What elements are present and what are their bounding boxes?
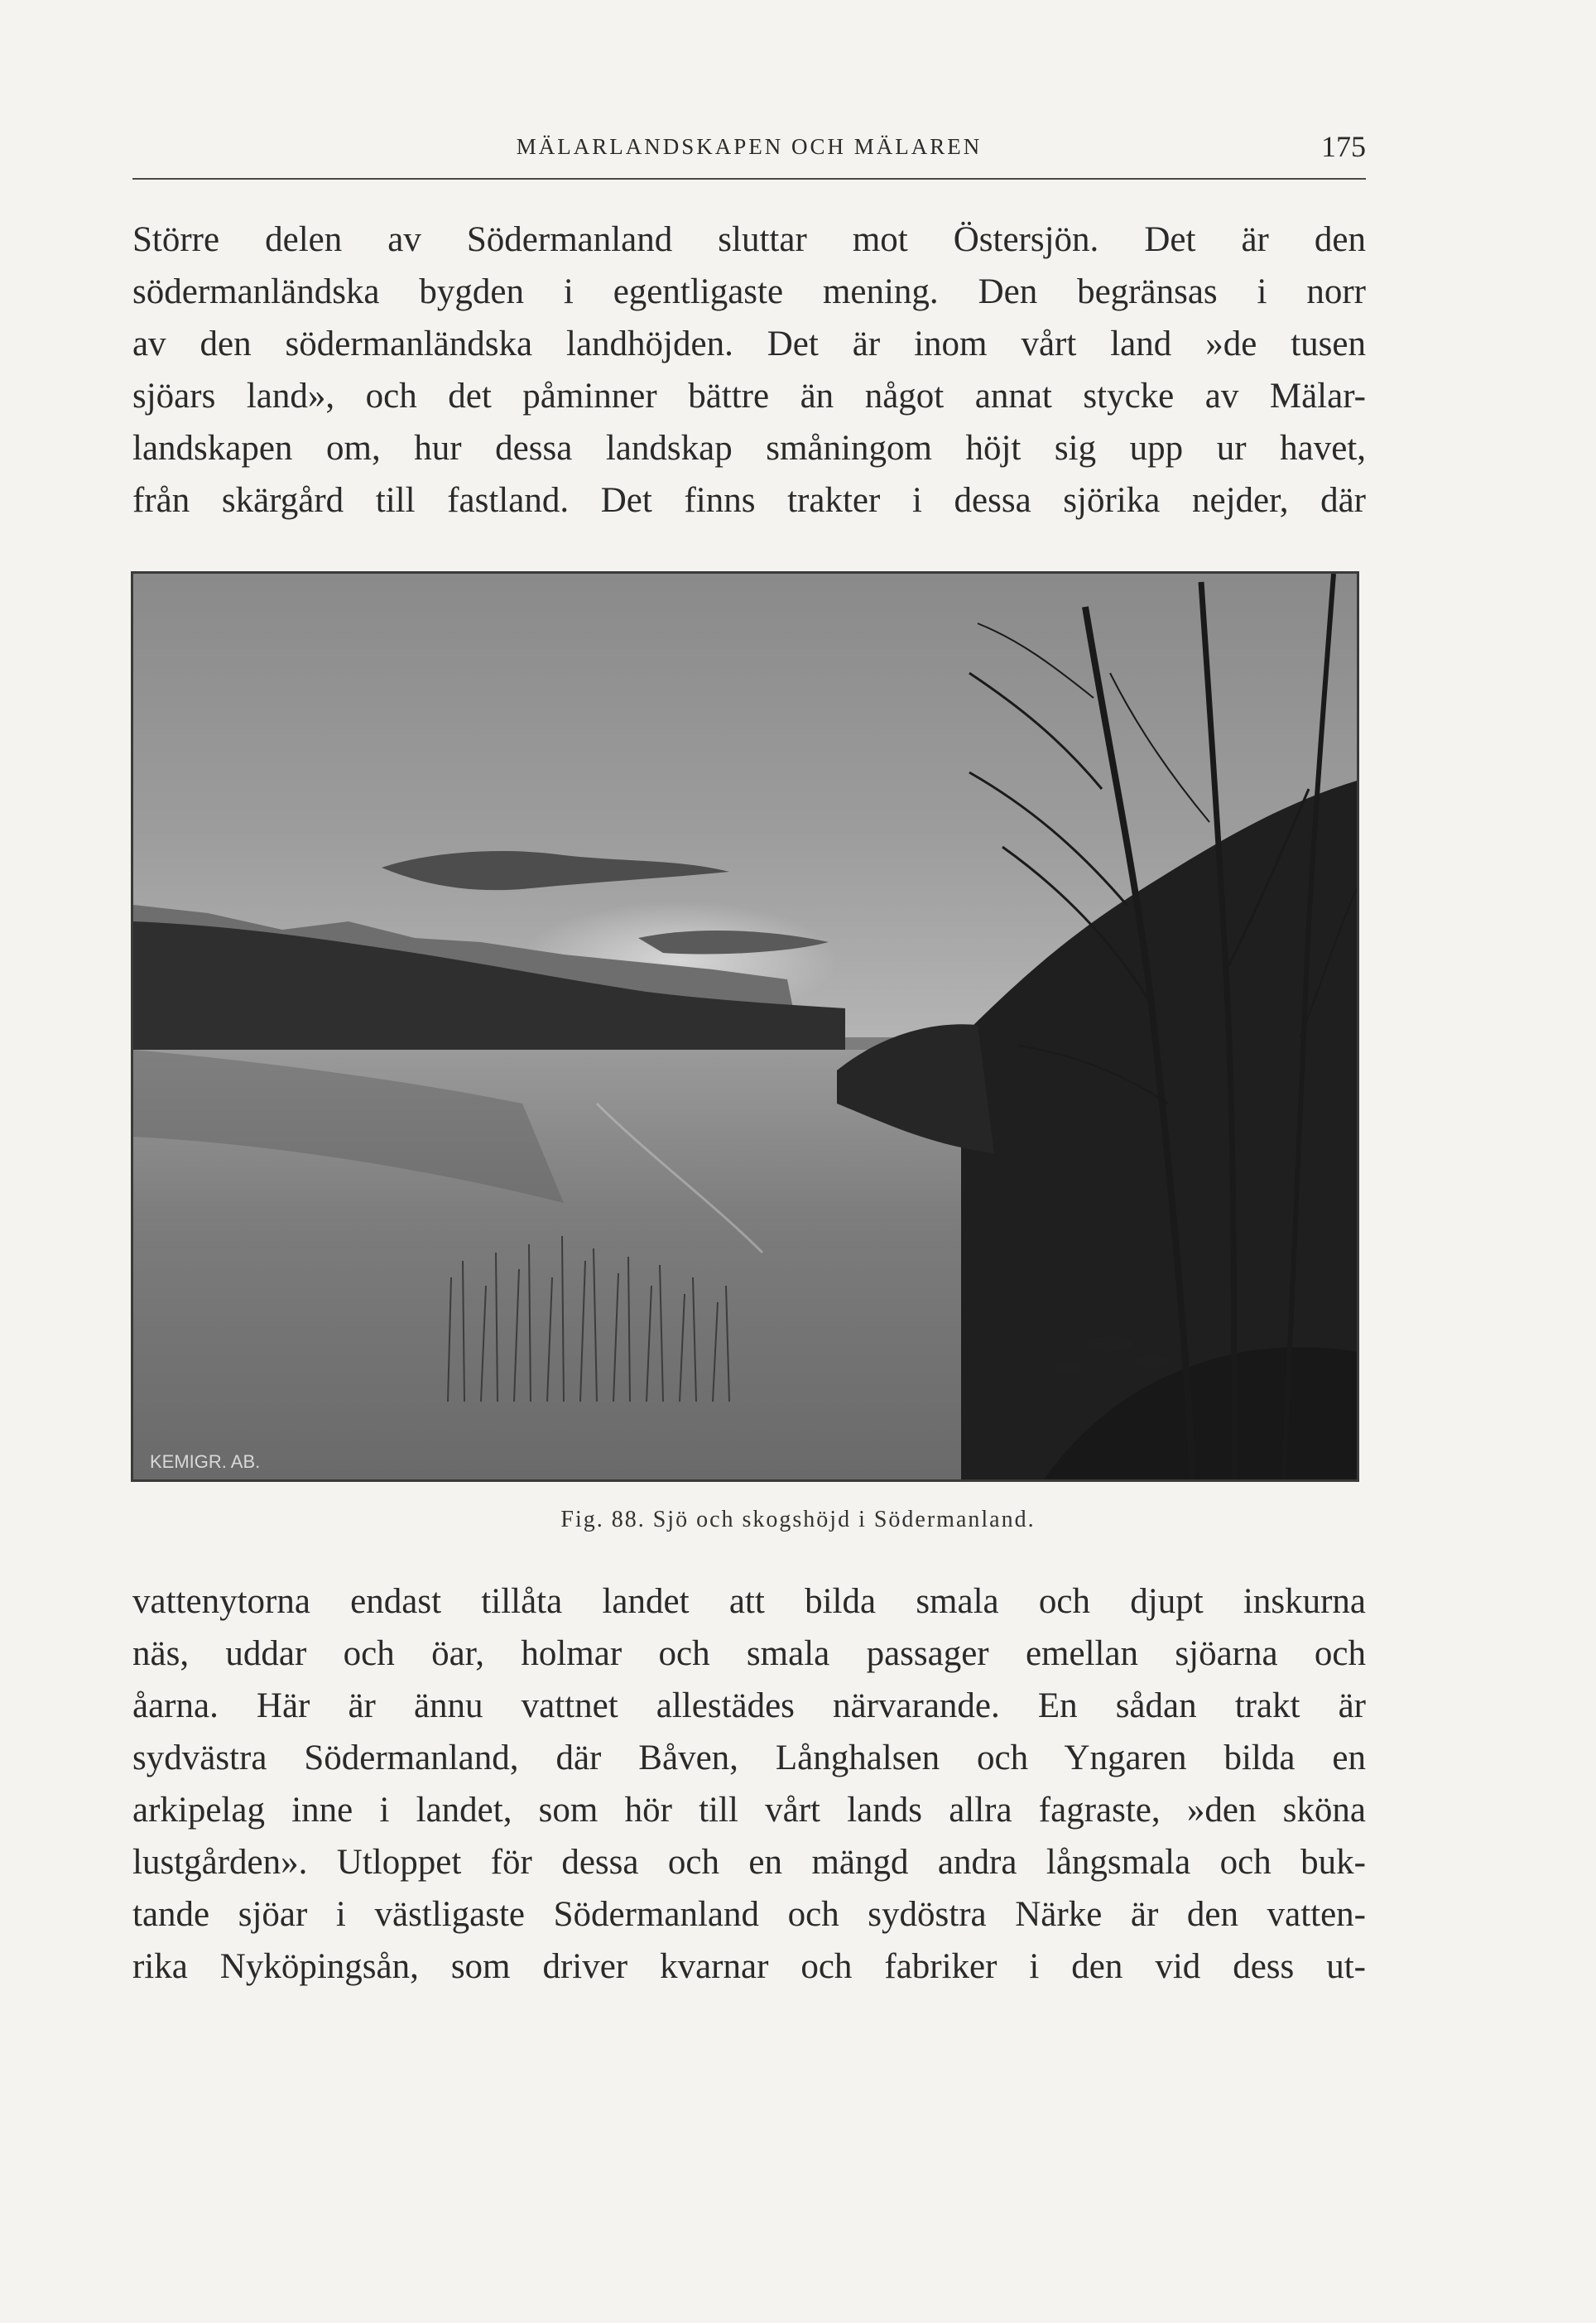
text-line: landskapen om, hur dessa landskap småningom höjt sig upp ur havet, <box>132 429 1366 468</box>
text-line: södermanländska bygden i egentligaste mening. Den begränsas i norr <box>132 272 1366 311</box>
text-line: sjöars land», och det påminner bättre än något annat stycke av Mälar- <box>132 377 1366 416</box>
page-number: 175 <box>1321 130 1366 163</box>
running-head <box>132 130 1366 176</box>
text-line: sydvästra Södermanland, där Båven, Långhalsen och Yngaren bilda en <box>132 1739 1366 1777</box>
header-rule <box>132 178 1366 180</box>
engraver-mark: KEMIGR. AB. <box>150 1451 261 1472</box>
text-line: tande sjöar i västligaste Södermanland och sydöstra Närke är den vatten- <box>132 1895 1366 1934</box>
text-line: vattenytorna endast tillåta landet att bilda smala och djupt inskurna <box>132 1582 1366 1621</box>
text-line: från skärgård till fastland. Det finns trakter i dessa sjörika nejder, där <box>132 481 1366 520</box>
figure-photograph <box>131 571 1359 1482</box>
running-title: MÄLARLANDSKAPEN OCH MÄLAREN <box>516 134 983 159</box>
paragraph-bottom <box>132 1575 1366 1993</box>
text-line: arkipelag inne i landet, som hör till vårt lands allra fagraste, »den sköna <box>132 1791 1366 1830</box>
text-line: åarna. Här är ännu vattnet allestädes närvarande. En sådan trakt är <box>132 1686 1366 1725</box>
lake-forest-photo <box>133 574 1357 1479</box>
text-line: Större delen av Södermanland sluttar mot Östersjön. Det är den <box>132 220 1366 259</box>
figure-caption: Fig. 88. Sjö och skogshöjd i Södermanland. <box>560 1507 1036 1532</box>
text-line: näs, uddar och öar, holmar och smala passager emellan sjöarna och <box>132 1634 1366 1673</box>
paragraph-top <box>132 214 1366 527</box>
text-line: av den södermanländska landhöjden. Det är inom vårt land »de tusen <box>132 325 1366 363</box>
text-line: rika Nyköpingsån, som driver kvarnar och fabriker i den vid dess ut- <box>132 1947 1366 1986</box>
text-line: lustgården». Utloppet för dessa och en mängd andra långsmala och buk- <box>132 1843 1366 1882</box>
